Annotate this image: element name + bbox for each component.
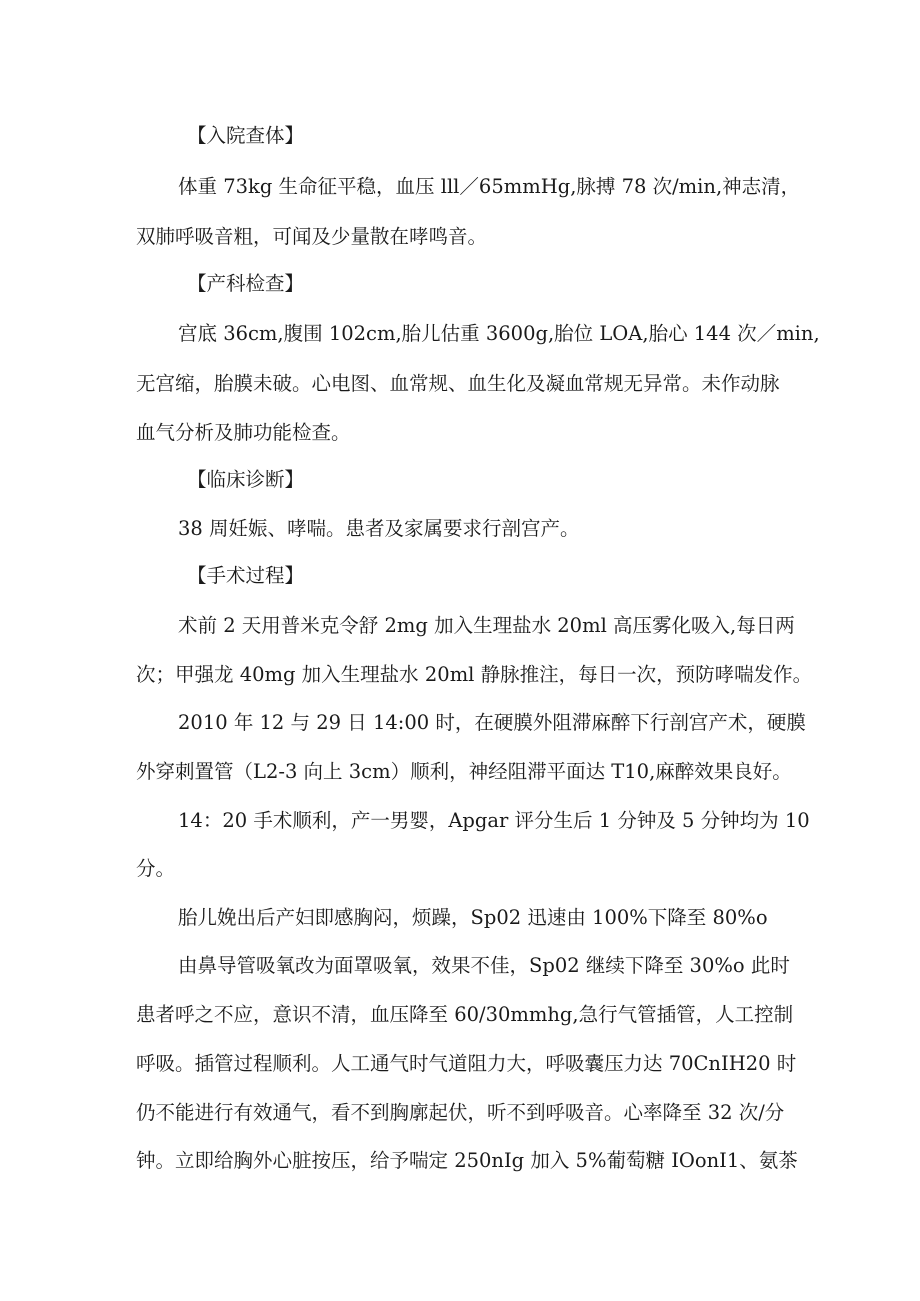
paragraph-line: 钟。立即给胸外心脏按压，给予喘定 250nIg 加入 5%葡萄糖 IOonI1、氨茶 xyxy=(136,1149,798,1172)
paragraph-line: 由鼻导管吸氧改为面罩吸氧，效果不佳，Sp02 继续下降至 30%o 此时 xyxy=(178,954,790,977)
paragraph-line: 外穿刺置管（L2-3 向上 3cm）顺利，神经阻滞平面达 T10,麻醉效果良好。 xyxy=(136,760,792,783)
paragraph-line: 血气分析及肺功能检查。 xyxy=(136,421,351,444)
paragraph-line: 无宫缩，胎膜未破。心电图、血常规、血生化及凝血常规无异常。未作动脉 xyxy=(136,372,780,395)
paragraph-line: 呼吸。插管过程顺利。人工通气时气道阻力大，呼吸囊压力达 70CnIH20 时 xyxy=(136,1052,797,1075)
paragraph-line: 双肺呼吸音粗，可闻及少量散在哮鸣音。 xyxy=(136,225,488,248)
paragraph-line: 胎儿娩出后产妇即感胸闷，烦躁，Sp02 迅速由 100%下降至 80%o xyxy=(178,906,768,929)
paragraph-line: 分。 xyxy=(136,857,176,880)
section-heading-clinical-diagnosis: 【临床诊断】 xyxy=(187,468,305,491)
paragraph-line: 体重 73kg 生命征平稳，血压 lll／65mmHg,脉搏 78 次/min,神志清， xyxy=(178,175,801,198)
section-heading-surgical-process: 【手术过程】 xyxy=(187,564,305,587)
paragraph-line: 术前 2 天用普米克令舒 2mg 加入生理盐水 20ml 高压雾化吸入,每日两 xyxy=(178,614,795,637)
paragraph-line: 38 周妊娠、哮喘。患者及家属要求行剖宫产。 xyxy=(178,517,580,540)
paragraph-line: 仍不能进行有效通气，看不到胸廓起伏，听不到呼吸音。心率降至 32 次/分 xyxy=(136,1101,785,1124)
section-heading-obstetric-exam: 【产科检查】 xyxy=(187,272,305,295)
paragraph-line: 2010 年 12 与 29 日 14:00 时，在硬膜外阻滞麻醉下行剖宫产术，硬膜 xyxy=(178,711,806,734)
section-heading-admission-exam: 【入院查体】 xyxy=(187,124,305,147)
paragraph-line: 患者呼之不应，意识不清，血压降至 60/30mmhg,急行气管插管，人工控制 xyxy=(136,1003,794,1026)
paragraph-line: 14：20 手术顺利，产一男婴，Apgar 评分生后 1 分钟及 5 分钟均为 10 xyxy=(178,809,810,832)
paragraph-line: 次；甲强龙 40mg 加入生理盐水 20ml 静脉推注，每日一次，预防哮喘发作。 xyxy=(136,663,813,686)
paragraph-line: 宫底 36cm,腹围 102cm,胎儿估重 3600g,胎位 LOA,胎心 144 次／min, xyxy=(178,322,820,345)
